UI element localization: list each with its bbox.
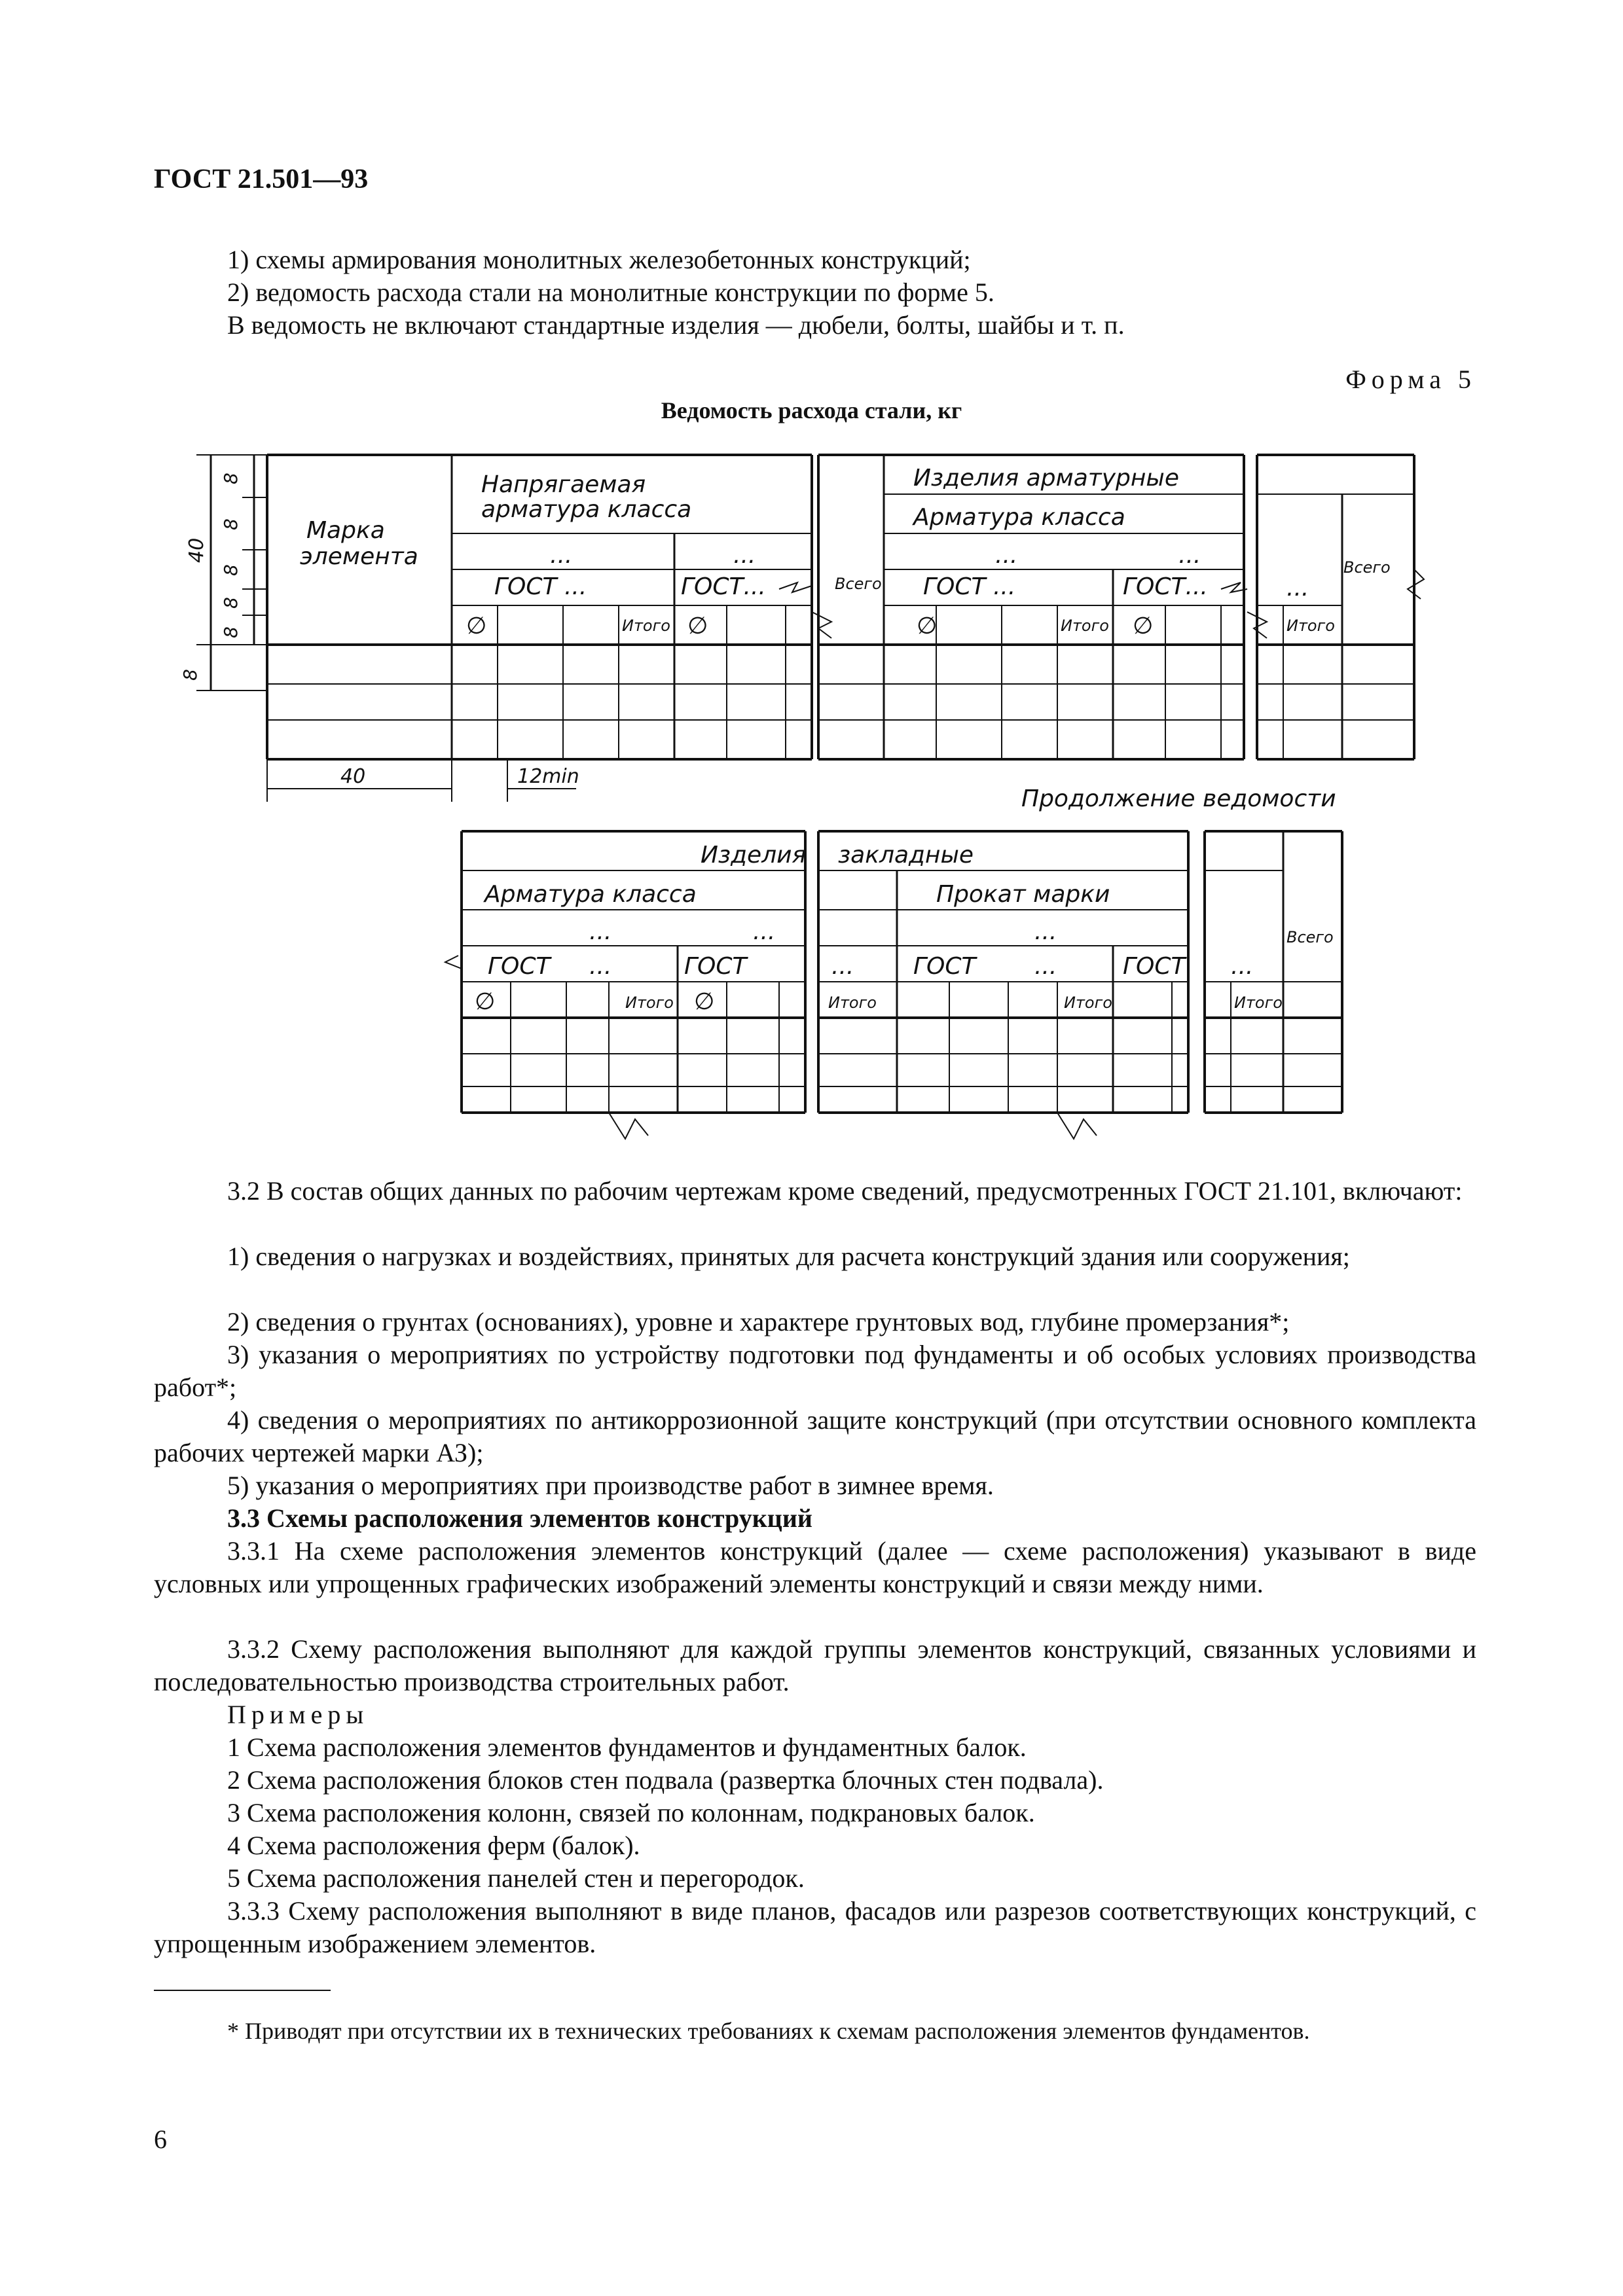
form-title: Ведомость расхода стали, кг: [661, 397, 962, 423]
rebar-class-label-2: Арматура класса: [484, 881, 697, 908]
intro-line-3: В ведомость не включают стандартные изделия — дюбели, болты, шайбы и т. п.: [227, 310, 1125, 340]
dots-6: ...: [589, 918, 612, 945]
gost-6: ГОСТ: [684, 953, 747, 980]
dots-4: ...: [1178, 542, 1201, 569]
gost-3: ГОСТ ...: [923, 573, 1016, 600]
gost-1: ГОСТ ...: [494, 573, 587, 600]
dim-8-e: 8: [220, 626, 242, 638]
example-5: 5 Схема расположения панелей стен и перегородок.: [227, 1863, 805, 1893]
gost-2: ГОСТ...: [681, 573, 766, 600]
subtotal-4: Итого: [625, 994, 674, 1012]
rolled-label: Прокат марки: [936, 881, 1110, 908]
total-2: Всего: [1343, 558, 1391, 577]
dots-7: ...: [753, 918, 776, 945]
rebar-class-label: Арматура класса: [913, 504, 1125, 531]
gost-4: ГОСТ...: [1123, 573, 1208, 600]
prestressed-label-1: Напрягаемая: [481, 471, 646, 498]
para-3-3-1: 3.3.1 На схеме расположения элементов конструкций (далее — схеме расположения) указывают в виде условных или упрощенных графических изображений элементы конструкций и связи между ними.: [154, 1536, 1476, 1598]
dots-2: ...: [733, 542, 756, 569]
dots-9: ...: [589, 953, 612, 980]
para-item-4: 4) сведения о мероприятиях по антикоррозионной защите конструкций (при отсутствии основного комплекта рабочих чертежей марки АЗ);: [154, 1405, 1476, 1467]
intro-line-2: 2) ведомость расхода стали на монолитные конструкции по форме 5.: [227, 278, 994, 307]
subtotal-3: Итого: [1286, 617, 1335, 635]
gost-5: ГОСТ: [488, 953, 551, 980]
example-1: 1 Схема расположения элементов фундаментов и фундаментных балок.: [227, 1732, 1027, 1762]
example-3: 3 Схема расположения колонн, связей по колоннам, подкрановых балок.: [227, 1798, 1035, 1827]
phi-4: ∅: [1133, 613, 1154, 639]
intro-line-1: 1) схемы армирования монолитных железобетонных конструкций;: [227, 245, 971, 274]
phi-5: ∅: [475, 988, 496, 1015]
subtotal-5: Итого: [828, 994, 877, 1012]
gost-7: ГОСТ: [913, 953, 976, 980]
dim-40-horizontal: 40: [340, 765, 366, 788]
example-2: 2 Схема расположения блоков стен подвала (развертка блочных стен подвала).: [227, 1765, 1104, 1795]
para-3-3-3: 3.3.3 Схему расположения выполняют в виде планов, фасадов или разрезов соответствующих конструкций, с упрощенным изображением элементов.: [154, 1896, 1476, 1958]
section-3-3-heading: 3.3 Схемы расположения элементов конструкций: [227, 1503, 812, 1533]
dim-40-vertical: 40: [185, 537, 208, 563]
page-number: 6: [154, 2125, 167, 2154]
dim-8-f: 8: [179, 669, 201, 681]
dim-12min: 12min: [517, 765, 579, 788]
form-label: Форма 5: [1345, 365, 1476, 394]
total-1: Всего: [835, 575, 882, 593]
phi-3: ∅: [917, 613, 938, 639]
dim-8-d: 8: [220, 597, 242, 609]
gost-8: ГОСТ: [1123, 953, 1186, 980]
total-3: Всего: [1286, 928, 1334, 946]
footnote-rule: [154, 1990, 331, 1991]
dim-8-c: 8: [220, 564, 242, 576]
phi-2: ∅: [687, 613, 708, 639]
dim-8-b: 8: [220, 518, 242, 530]
document-code: ГОСТ 21.501—93: [154, 164, 369, 194]
dots-11: ...: [1034, 953, 1057, 980]
dots-3: ...: [995, 542, 1018, 569]
dots-1: ...: [550, 542, 573, 569]
mark-label-1: Марка: [306, 517, 385, 544]
para-item-2: 2) сведения о грунтах (основаниях), уровне и характере грунтовых вод, глубине промерзания*;: [227, 1307, 1290, 1336]
footnote: * Приводят при отсутствии их в технических требованиях к схемам расположения элементов фундаментов.: [227, 2018, 1310, 2044]
example-4: 4 Схема расположения ферм (балок).: [227, 1831, 640, 1860]
subtotal-1: Итого: [622, 617, 670, 635]
dim-8-a: 8: [220, 473, 242, 484]
para-3-2: 3.2 В состав общих данных по рабочим чертежам кроме сведений, предусмотренных ГОСТ 21.101, включают:: [227, 1176, 1463, 1206]
mark-label-2: элемента: [300, 543, 418, 570]
embedded-label: закладные: [838, 842, 974, 869]
continuation-label: Продолжение ведомости: [1021, 785, 1336, 812]
prestressed-label-2: арматура класса: [481, 496, 692, 523]
products-label: Изделия: [701, 842, 807, 869]
para-item-3: 3) указания о мероприятиях по устройству подготовки под фундаменты и об особых условиях производства работ*;: [154, 1340, 1476, 1402]
subtotal-7: Итого: [1234, 994, 1283, 1012]
rebar-products-label: Изделия арматурные: [913, 465, 1179, 492]
dots-10: ...: [831, 953, 854, 980]
para-item-1: 1) сведения о нагрузках и воздействиях, принятых для расчета конструкций здания или сооружения;: [227, 1242, 1350, 1271]
dots-8: ...: [1034, 918, 1057, 945]
phi-1: ∅: [466, 613, 487, 639]
subtotal-2: Итого: [1061, 617, 1109, 635]
examples-heading: Примеры: [227, 1700, 369, 1729]
para-item-5: 5) указания о мероприятиях при производстве работ в зимнее время.: [227, 1471, 994, 1500]
dots-5: ...: [1286, 575, 1309, 601]
subtotal-6: Итого: [1064, 994, 1112, 1012]
para-3-3-2: 3.3.2 Схему расположения выполняют для каждой группы элементов конструкций, связанных условиями и последовательностью производства строительных работ.: [154, 1634, 1476, 1696]
phi-6: ∅: [694, 988, 715, 1015]
dots-12: ...: [1231, 953, 1254, 980]
